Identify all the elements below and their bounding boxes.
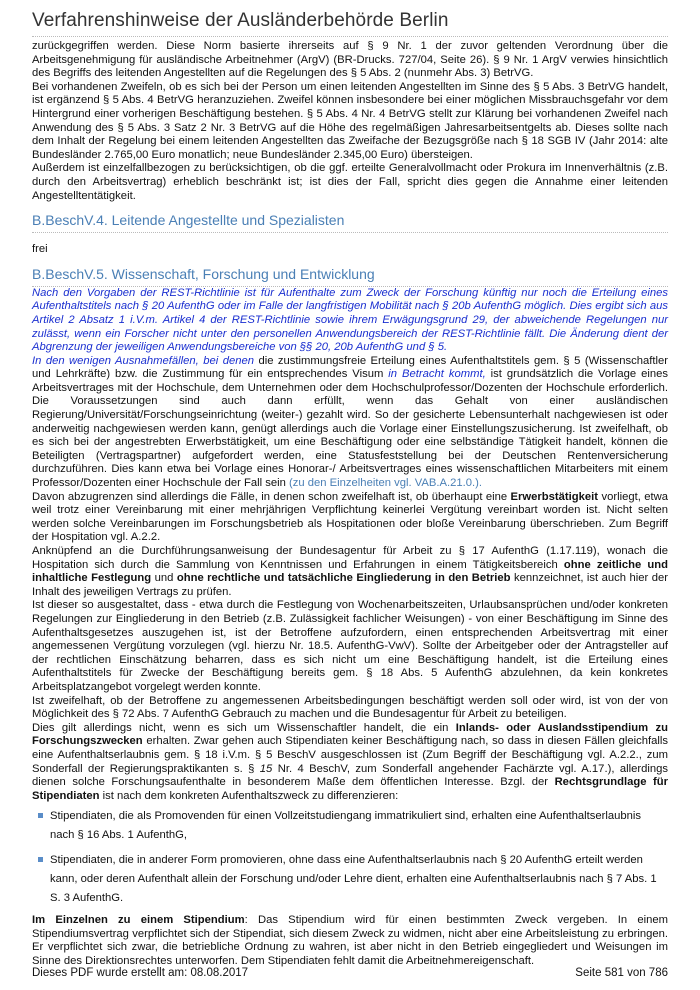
- bullet-square-icon: [38, 857, 43, 862]
- regulation-note: Nach den Vorgaben der REST-Richtlinie ist für Aufenthalte zum Zweck der Forschung künftig nur noch die Erteilung eines Aufenthaltstitels nach § 20 AufenthG oder im Falle der langfristigen Mobilität nach § 20b AufenthG möglich. Dies ergibt sich aus Artikel 2 Absatz 1 i.V.m. Artikel 4 der REST-Richtlinie sowie ihrem Erwägungsgrund 29, der abweichende Regelungen nur zulässt, wenn ein Forscher nicht unter den personellen Anwendungsbereich der REST-Richtlinie fällt. Die Änderung dient der Abgrenzung der jeweiligen Anwendungsbereiche von §§ 20, 20b AufenthG und § 5.: [32, 286, 668, 354]
- stipend-bullet-list: [32, 807, 668, 908]
- text-run: : Das Stipendium wird für einen bestimmten Zweck vergeben. In einem Stipendiumsvertrag verpflichtet sich der Stipendiat, sich diesem Zweck zu widmen, nicht aber eine Arbeitsleistung zu erbringen. Er verpflichtet sich zwar, die betriebliche Ordnung zu wahren, ist aber nicht in den Betrieb eingegliedert und Weisungen im Sinne des Direktionsrechtes unterworfen. Dem Stipendiaten fehlt damit die Arbeitnehmereigenschaft.: [32, 914, 668, 968]
- paragraph: [32, 355, 668, 491]
- paragraph: [32, 914, 668, 968]
- bold-term: Inlands- oder Auslandsstipendium zu Forschungszwecken: [32, 721, 668, 748]
- text-run: die zustimmungsfreie Erteilung eines Aufenthaltstitels gem. § 5 (Wissenschaftler und Lehrkräfte) bzw. die Zustimmung für ein entsprechendes Visum: [32, 354, 668, 381]
- document-content: [32, 40, 668, 969]
- bold-term: Rechtsgrundlage für Stipendiaten: [32, 776, 668, 802]
- list-item: [50, 807, 668, 845]
- text-run: kennzeichnet, ist auch hier der Inhalt des jeweiligen Vertrags zu prüfen.: [32, 572, 668, 598]
- text-run: Dies gilt allerdings nicht, wenn es sich um Wissenschaftler handelt, die ein: [32, 721, 456, 734]
- bullet-square-icon: [38, 813, 43, 818]
- text-run: ist grundsätzlich die Vorlage eines Arbeitsvertrages mit der Hochschule, dem Unternehmen oder dem Hochschulprofessor/Dozenten der Hochschule erforderlich. Die Voraussetzungen sind auch dann erfüllt, wenn das Gehalt von einer ausländischen Regierung/Universität/Forschungseinrichtung (weiter-) gezahlt wird. So der gesicherte Lebensunterhalt nachgewiesen ist oder anderweitig nachgewiesen werden kann, genügt allerdings auch die Vorlage einer Einstellungszusicherung. Ist zweifelhaft, ob es sich bei der angestrebten Erwerbstätigkeit, um eine Beschäftigung oder eine selbständige Tätigkeit handelt, können die Beteiligten (Vertragspartner) aufgefordert werden, eine Statusfeststellung bei der Deutschen Rentenversicherung durchzuführen. Dies kann etwa bei Vorlage eines Honorar-/ Arbeitsvertrages eines wissenschaftlichen Mitarbeiters mit einem Professor/Dozenten einer Hochschule der Fall sein: [32, 368, 668, 490]
- paragraph: [32, 722, 668, 804]
- paragraph: Bei vorhandenen Zweifeln, ob es sich bei der Person um einen leitenden Angestellten im Sinne des § 5 Abs. 3 BetrVG handelt, ist ergänzend § 5 Abs. 4 BetrVG heranzuziehen. Zweifel können insbesondere bei einer möglichen Missbrauchsgefahr vor dem Hintergrund einer vorherigen Beschäftigung bestehen. § 5 Abs. 4 Nr. 4 BetrVG stellt zur Klärung bei vorhandenen Zweifel nach Anwendung des § 5 Abs. 3 Satz 2 Nr. 3 BetrVG auf die Höhe des regelmäßigen Jahresarbeitsentgelts ab. Dieses sollte nach dem Inhalt der Regelung bei einem leitenden Angestellten das Zweifache der Bezugsgröße nach § 18 SGB IV (Jahr 2014: alte Bundesländer 2.765,00 Euro monatlich; neue Bundesländer 2.345,00 Euro) übersteigen.: [32, 80, 668, 161]
- paragraph: Ist zweifelhaft, ob der Betroffene zu angemessenen Arbeitsbedingungen beschäftigt werden soll oder wird, ist von der von Möglichkeit des § 72 Abs. 7 AufenthG Gebrauch zu machen und die Bundesagentur für Arbeit zu beteiligen.: [32, 694, 668, 721]
- section-4-body: frei: [32, 243, 48, 256]
- text-run: vorliegt, etwa weil trotz einer Vereinbarung mit einer mehrjährigen Verpflichtung keinerlei Vergütung vereinbart worden ist. Nicht selten werden solche Vereinbarungen im Forschungsbetrieb als Hospitationen oder bloße Vereinbarung überschrieben. Zum Begriff der Hospitation vgl. A.2.2.: [32, 490, 668, 544]
- text-run: Nr. 4 BeschV, zum Sonderfall angehender Fachärzte vgl. A.17.), allerdings dienen solche Forschungsaufenthalte in besonderem Maße dem öffentlichen Interesse. Bzgl. der: [32, 762, 668, 789]
- italic-term: 15: [259, 762, 273, 775]
- document-title: Verfahrenshinweise der Ausländerbehörde Berlin: [32, 10, 449, 31]
- text-run: Davon abzugrenzen sind allerdings die Fälle, in denen schon zweifelhaft ist, ob überhaupt eine: [32, 490, 511, 503]
- highlight-text: In den wenigen Ausnahmefällen, bei denen: [32, 354, 254, 367]
- paragraph: [32, 491, 668, 545]
- section-heading-4: B.BeschV.4. Leitende Angestellte und Spezialisten: [32, 212, 668, 233]
- highlight-text: in Betracht kommt,: [388, 368, 486, 381]
- paragraph: Ist dieser so ausgestaltet, dass - etwa durch die Festlegung von Wochenarbeitszeiten, Urlaubsansprüchen und/oder konkreten Regelungen zur Eingliederung in den Betrieb (z.B. Zulässigkeit fachlicher Weisungen) - von einer Beschäftigung im Sinne des Aufenthaltsgesetzes auszugehen ist, ist der Betroffene aufzufordern, einen entsprechenden Arbeitsvertrag mit einer angemessenen Vergütung vorzulegen (vgl. hierzu Nr. 18.5. AufenthG-VwV). Sollte der Arbeitgeber oder der Antragsteller auf der rechtlichen Einschätzung beharren, dass es sich nicht um eine Beschäftigung handelt, ist die Erteilung eines Aufenthaltstitels für Zwecke der Beschäftigung bereits gem. § 18 Abs. 5 AufenthG abzulehnen, da kein konkretes Arbeitsplatzangebot vorgelegt werden konnte.: [32, 599, 668, 693]
- text-run: erhalten. Zwar gehen auch Stipendiaten keiner Beschäftigung nach, so dass in diesen Fällen gleichfalls eine Aufenthaltserlaubnis gem. § 18 i.V.m. § 5 BeschV ausgeschlossen ist (Zum Begriff der Beschäftigung vgl. A.2.2., zum Sonderfall der Regierungspraktikanten s. §: [32, 735, 668, 775]
- text-run: und: [151, 572, 177, 585]
- document-page: [32, 0, 668, 990]
- footer-page-number: Seite 581 von 786: [575, 967, 668, 979]
- bold-term: ohne rechtliche und tatsächliche Eingliederung in den Betrieb: [176, 572, 511, 585]
- paragraph: [32, 545, 668, 599]
- footer-created-date: Dieses PDF wurde erstellt am: 08.08.2017: [32, 967, 249, 979]
- list-item-text: Stipendiaten, die in anderer Form promovieren, ohne dass eine Aufenthaltserlaubnis nach § 20 AufenthG erteilt werden kann, oder deren Aufenthalt allein der Forschung und/oder Lehre dient, erhalten eine Aufenthaltserlaubnis nach § 7 Abs. 1 S. 3 AufenthG.: [50, 854, 657, 905]
- text-run: Anknüpfend an die Durchführungsanweisung der Bundesagentur für Arbeit zu § 17 AufenthG (1.17.119), wonach die Hospitation sich durch die Sammlung von Kenntnissen und Erfahrungen in einem Tätigkeitsbereich: [32, 545, 668, 571]
- bold-term: Erwerbstätigkeit: [510, 490, 599, 503]
- paragraph: zurückgegriffen werden. Diese Norm basierte ihrerseits auf § 9 Nr. 1 der zuvor geltenden Verordnung über die Arbeitsgenehmigung für ausländische Arbeitnehmer (ArgV) (BR-Drucks. 727/04, Seite 26). § 9 Nr. 1 ArgV verwies hinsichtlich des Begriffs des leitenden Angestellten auf die Regelungen des § 5 Abs. 2 (nunmehr Abs. 3) BetrVG.: [32, 40, 668, 80]
- cross-reference-link[interactable]: (zu den Einzelheiten vgl. VAB.A.21.0.).: [289, 477, 483, 490]
- list-item-text: Stipendiaten, die als Promovenden für einen Vollzeitstudiengang immatrikuliert sind, erhalten eine Aufenthaltserlaubnis nach § 16 Abs. 1 AufenthG,: [50, 810, 641, 842]
- bold-term: ohne zeitliche und inhaltliche Festlegung: [32, 558, 668, 585]
- text-run: ist nach dem konkreten Aufenthaltszweck zu differenzieren:: [99, 789, 399, 802]
- section-heading-5: B.BeschV.5. Wissenschaft, Forschung und Entwicklung: [32, 266, 668, 287]
- title-divider: [32, 36, 668, 37]
- list-item: [50, 851, 668, 908]
- paragraph: Außerdem ist einzelfallbezogen zu berücksichtigen, ob die ggf. erteilte Generalvollmacht oder Prokura im Innenverhältnis (z.B. durch den Arbeitsvertrag) erheblich beschränkt ist; ist dies der Fall, spricht dies gegen die Annahme einer leitenden Angestelltentätigkeit.: [32, 162, 668, 202]
- bold-term: Im Einzelnen zu einem Stipendium: [32, 914, 245, 927]
